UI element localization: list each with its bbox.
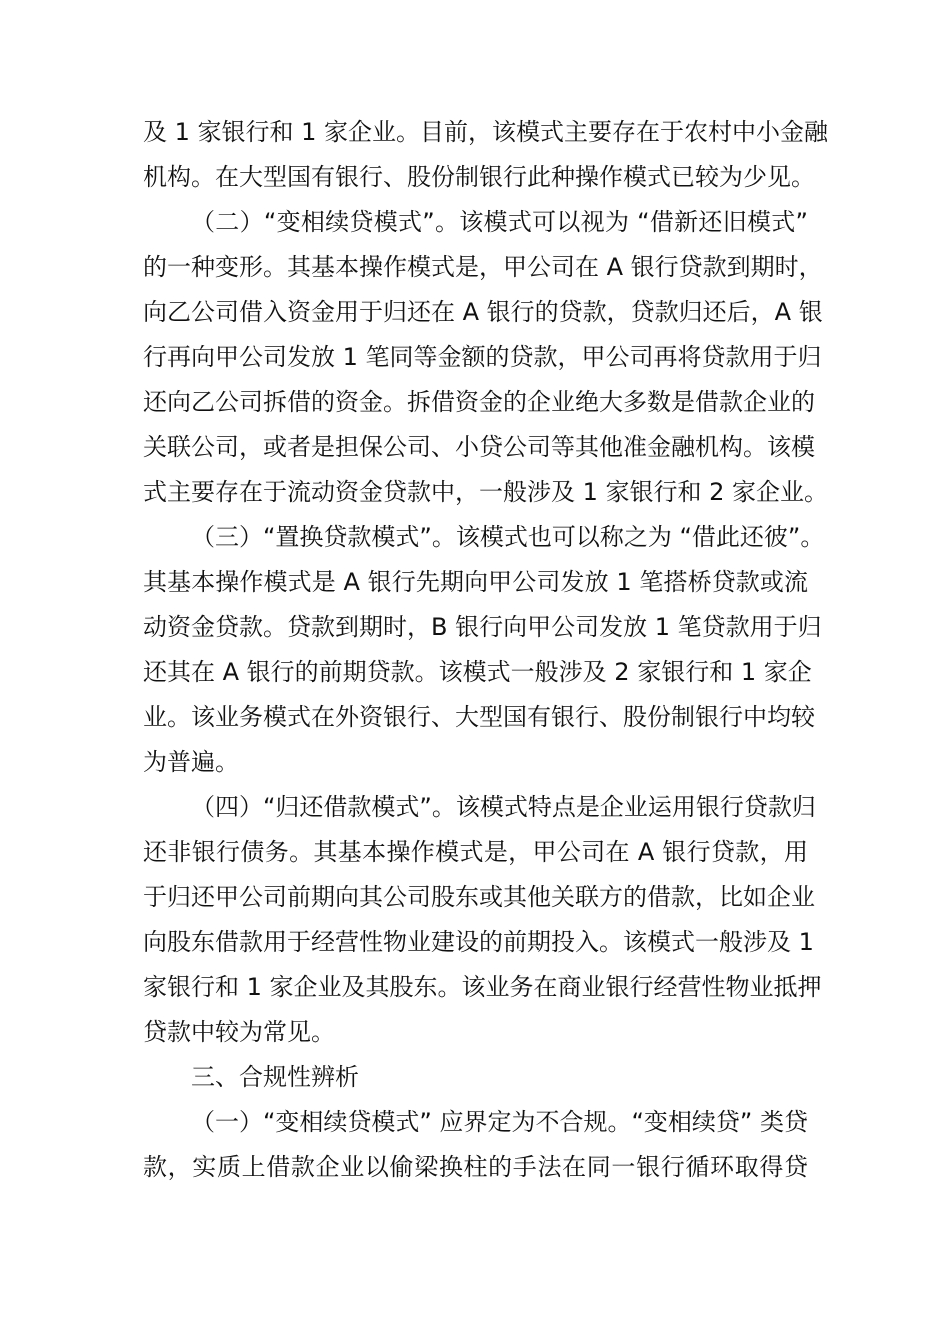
text-line: 及 1 家银行和 1 家企业。目前，该模式主要存在于农村中小金融 <box>143 118 829 146</box>
text-line: 其基本操作模式是 A 银行先期向甲公司发放 1 笔搭桥贷款或流 <box>143 568 808 596</box>
paragraph-heading-line: （四）“归还借款模式”。该模式特点是企业运用银行贷款归 <box>191 793 816 821</box>
paragraph-heading-line: （三）“置换贷款模式”。该模式也可以称之为 “借此还彼”。 <box>191 523 825 551</box>
text-line: 贷款中较为常见。 <box>143 1018 335 1046</box>
text-line: 的一种变形。其基本操作模式是，甲公司在 A 银行贷款到期时， <box>143 253 823 281</box>
text-line: 向股东借款用于经营性物业建设的前期投入。该模式一般涉及 1 <box>143 928 814 956</box>
text-line: 为普遍。 <box>143 748 239 776</box>
text-line: 家银行和 1 家企业及其股东。该业务在商业银行经营性物业抵押 <box>143 973 822 1001</box>
document-page <box>143 110 829 1190</box>
paragraph-heading-line: （一）“变相续贷模式” 应界定为不合规。“变相续贷” 类贷 <box>191 1108 808 1136</box>
text-line: 业。该业务模式在外资银行、大型国有银行、股份制银行中均较 <box>143 703 815 731</box>
text-line: 动资金贷款。贷款到期时，B 银行向甲公司发放 1 笔贷款用于归 <box>143 613 822 641</box>
text-line: 关联公司，或者是担保公司、小贷公司等其他准金融机构。该模 <box>143 433 815 461</box>
text-line: 向乙公司借入资金用于归还在 A 银行的贷款，贷款归还后，A 银 <box>143 298 823 326</box>
section-heading: 三、合规性辨析 <box>191 1063 359 1091</box>
text-line: 还其在 A 银行的前期贷款。该模式一般涉及 2 家银行和 1 家企 <box>143 658 812 686</box>
text-line: 式主要存在于流动资金贷款中，一般涉及 1 家银行和 2 家企业。 <box>143 478 829 506</box>
text-line: 款，实质上借款企业以偷梁换柱的手法在同一银行循环取得贷 <box>143 1153 808 1181</box>
text-line: 还向乙公司拆借的资金。拆借资金的企业绝大多数是借款企业的 <box>143 388 815 416</box>
text-line: 还非银行债务。其基本操作模式是，甲公司在 A 银行贷款，用 <box>143 838 808 866</box>
text-line: 行再向甲公司发放 1 笔同等金额的贷款，甲公司再将贷款用于归 <box>143 343 822 371</box>
text-line: 于归还甲公司前期向其公司股东或其他关联方的借款，比如企业 <box>143 883 815 911</box>
text-line: 机构。在大型国有银行、股份制银行此种操作模式已较为少见。 <box>143 163 815 191</box>
paragraph-heading-line: （二）“变相续贷模式”。该模式可以视为 “借新还旧模式” <box>191 208 808 236</box>
